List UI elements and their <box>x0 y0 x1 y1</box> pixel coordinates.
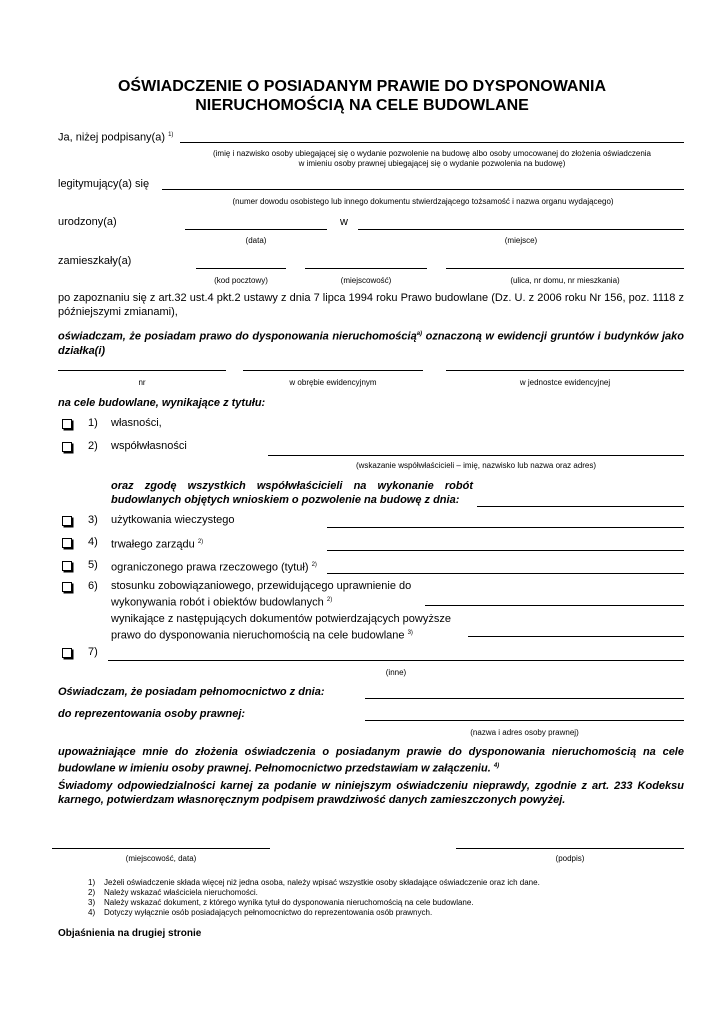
proxy-date-field[interactable] <box>365 698 684 699</box>
parcel-number-field[interactable] <box>58 370 226 371</box>
birth-place-hint: (miejsce) <box>504 236 538 245</box>
footnote-number: 2) <box>88 888 96 897</box>
purpose-label: na cele budowlane, wynikające z tytułu: <box>58 397 266 409</box>
postal-code-field[interactable] <box>196 268 286 269</box>
perpetual-usufruct-field[interactable] <box>327 527 684 528</box>
perpetual-usufruct-checkbox[interactable] <box>62 516 72 526</box>
co-ownership-checkbox[interactable] <box>62 442 72 452</box>
intro-text: po zapoznaniu się z art.32 ust.4 pkt.2 ustawy z dnia 7 lipca 1994 roku Prawo budowlane (Dz. U. z 2006 roku Nr 156, poz. 1118 z późniejszymi zmianami), <box>58 292 684 318</box>
postal-hint: (kod pocztowy) <box>214 276 268 285</box>
ownership-label: własności, <box>111 417 162 429</box>
place-date-hint: (miejscowość, data) <box>125 854 197 863</box>
birth-date-field[interactable] <box>185 229 327 230</box>
other-title-field[interactable] <box>108 660 684 661</box>
birth-date-hint: (data) <box>245 236 267 245</box>
option-number: 7) <box>88 646 98 658</box>
street-hint: (ulica, nr domu, nr mieszkania) <box>510 276 620 285</box>
consent-text: oraz zgodę wszystkich współwłaścicieli na wykonanie robót budowlanych objętych wnioskiem o pozwolenie na budowę z dnia: <box>111 480 473 506</box>
footnote-number: 4) <box>88 908 96 917</box>
city-field[interactable] <box>305 268 427 269</box>
id-label: legitymujący(a) się <box>58 178 150 190</box>
option-number: 4) <box>88 536 98 548</box>
proxy-entity-label: do reprezentowania osoby prawnej: <box>58 708 246 720</box>
co-owners-field[interactable] <box>268 455 684 456</box>
option-number: 6) <box>88 580 98 592</box>
footnote-number: 3) <box>88 898 96 907</box>
contractual-relationship-field[interactable] <box>425 605 684 606</box>
place-date-field[interactable] <box>52 848 270 849</box>
footnote-text: Dotyczy wyłącznie osób posiadających pełnomocnictwo do reprezentowania osób prawnych. <box>104 908 433 917</box>
option-number: 1) <box>88 417 98 429</box>
parcel-number-hint: nr <box>138 378 146 387</box>
permanent-management-label: trwałego zarządu $^{2)}$ <box>111 538 204 551</box>
parcel-precinct-hint: w obrębie ewidencyjnym <box>289 378 377 387</box>
liability-text: Świadomy odpowiedzialności karnej za podanie w niniejszym oświadczeniu nieprawdy, zgodnie z art. 233 Kodeksu karnego, potwierdzam własnoręcznym podpisem prawdziwość danych zamieszczonych powyżej. <box>58 780 684 806</box>
id-hint: (numer dowodu osobistego lub innego dokumentu stwierdzającego tożsamość i nazwa organu wydającego) <box>232 197 614 206</box>
resulting-documents-field[interactable] <box>468 636 684 637</box>
option-number: 3) <box>88 514 98 526</box>
explanations-note: Objaśnienia na drugiej stronie <box>58 928 202 939</box>
co-ownership-label: współwłasności <box>111 440 187 452</box>
permanent-management-field[interactable] <box>327 550 684 551</box>
authorization-text: upoważniające mnie do złożenia oświadczenia o posiadanym prawie do dysponowania nieruchomością na cele budowlane w imieniu osoby prawnej. Pełnomocnictwo przedstawiam w załączeniu. $^{4)}$ <box>58 746 684 775</box>
parcel-unit-field[interactable] <box>446 370 684 371</box>
declaration-text: oświadczam, że posiadam prawo do dysponowania nieruchomością$^{a)}$ oznaczoną w ewidencji gruntów i budynków jako działka(i) <box>58 330 685 357</box>
perpetual-usufruct-label: użytkowania wieczystego <box>111 514 235 526</box>
signature-hint: (podpis) <box>555 854 585 863</box>
signed-label: Ja, niżej podpisany(a) $^{1)}$ <box>58 131 174 144</box>
resulting-documents-text: wynikające z następujących dokumentów potwierdzających powyższe prawo do dysponowania nieruchomością na cele budowlane $^{3)}$ <box>111 613 451 642</box>
id-document-field[interactable] <box>162 189 684 190</box>
footnote-text: Należy wskazać właściciela nieruchomości. <box>104 888 258 897</box>
parcel-unit-hint: w jednostce ewidencyjnej <box>519 378 611 387</box>
signed-name-field[interactable] <box>180 142 684 143</box>
address-label: zamieszkały(a) <box>58 255 132 267</box>
ownership-checkbox[interactable] <box>62 419 72 429</box>
city-hint: (miejscowość) <box>340 276 392 285</box>
signature-field[interactable] <box>456 848 684 849</box>
born-label: urodzony(a) <box>58 216 117 228</box>
other-title-checkbox[interactable] <box>62 648 72 658</box>
page-title: OŚWIADCZENIE O POSIADANYM PRAWIE DO DYSPONOWANIA NIERUCHOMOŚCIĄ NA CELE BUDOWLANE <box>117 78 607 114</box>
other-hint: (inne) <box>385 668 407 677</box>
proxy-date-label: Oświadczam, że posiadam pełnomocnictwo z dnia: <box>58 686 325 698</box>
parcel-precinct-field[interactable] <box>243 370 423 371</box>
contractual-relationship-checkbox[interactable] <box>62 582 72 592</box>
legal-entity-field[interactable] <box>365 720 684 721</box>
option-number: 2) <box>88 440 98 452</box>
birth-place-field[interactable] <box>358 229 684 230</box>
contractual-relationship-label: stosunku zobowiązaniowego, przewidującego uprawnienie do wykonywania robót i obiektów budowlanych $^{2)}$ <box>111 580 412 609</box>
born-w-label: w <box>340 216 348 228</box>
limited-property-right-field[interactable] <box>327 573 684 574</box>
limited-property-right-label: ograniczonego prawa rzeczowego (tytuł) $^{2)}$ <box>111 561 317 574</box>
option-number: 5) <box>88 559 98 571</box>
signed-hint: (imię i nazwisko osoby ubiegającej się o wydanie pozwolenie na budowę albo osoby umocowanej do złożenia oświadczenia w imieniu osoby prawnej ubiegającej się o wydanie pozwolenia na budowę) <box>212 149 652 168</box>
footnote-text: Należy wskazać dokument, z którego wynika tytuł do dysponowania nieruchomością na cele budowlane. <box>104 898 474 907</box>
limited-property-right-checkbox[interactable] <box>62 561 72 571</box>
street-field[interactable] <box>446 268 684 269</box>
legal-entity-hint: (nazwa i adres osoby prawnej) <box>470 728 579 737</box>
footnote-text: Jeżeli oświadczenie składa więcej niż jedna osoba, należy wpisać wszystkie osoby składające oświadczenie oraz ich dane. <box>104 878 540 887</box>
permanent-management-checkbox[interactable] <box>62 538 72 548</box>
consent-date-field[interactable] <box>477 506 684 507</box>
co-owners-hint: (wskazanie współwłaścicieli – imię, nazwisko lub nazwa oraz adres) <box>355 461 597 470</box>
footnote-number: 1) <box>88 878 96 887</box>
